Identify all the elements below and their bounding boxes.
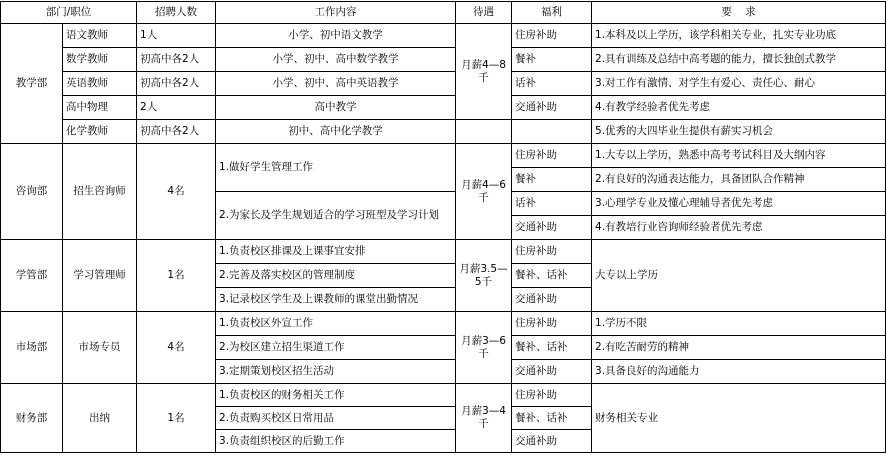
benefit-cell: 交通补助 bbox=[512, 360, 592, 384]
count-cell: 2人 bbox=[137, 96, 216, 120]
benefit-cell: 交通补助 bbox=[512, 216, 592, 240]
salary-cell: 月薪3—6千 bbox=[456, 312, 512, 384]
position-cell: 招生咨询师 bbox=[63, 144, 137, 240]
requirement-cell: 财务相关专业 bbox=[592, 384, 886, 453]
benefit-cell: 话补 bbox=[512, 192, 592, 216]
content-cell: 初中、高中化学教学 bbox=[216, 120, 456, 144]
position-cell: 英语教师 bbox=[63, 72, 137, 96]
count-cell: 1名 bbox=[137, 240, 216, 312]
content-cell: 小学、初中、高中英语教学 bbox=[216, 72, 456, 96]
benefit-cell: 住房补助 bbox=[512, 384, 592, 407]
content-cell: 3.记录校区学生及上课教师的课堂出勤情况 bbox=[216, 288, 456, 312]
position-cell: 出纳 bbox=[63, 384, 137, 453]
content-cell: 2.完善及落实校区的管理制度 bbox=[216, 264, 456, 288]
header-requirements: 要 求 bbox=[592, 2, 886, 24]
benefit-cell: 餐补、话补 bbox=[512, 336, 592, 360]
count-cell: 初高中各2人 bbox=[137, 120, 216, 144]
recruitment-table bbox=[0, 1, 886, 453]
position-cell: 高中物理 bbox=[63, 96, 137, 120]
table-row bbox=[1, 48, 886, 72]
requirement-cell: 3.心理学专业及懂心理辅导者优先考虑 bbox=[592, 192, 886, 216]
benefit-cell-empty bbox=[512, 120, 592, 144]
benefit-cell: 交通补助 bbox=[512, 96, 592, 120]
benefit-cell: 住房补助 bbox=[512, 144, 592, 168]
dept-cell: 咨询部 bbox=[1, 144, 63, 240]
header-dept-position: 部门/职位 bbox=[1, 2, 137, 24]
requirement-cell: 1.本科及以上学历，该学科相关专业，扎实专业功底 bbox=[592, 24, 886, 48]
header-job-content: 工作内容 bbox=[216, 2, 456, 24]
count-cell: 初高中各2人 bbox=[137, 72, 216, 96]
table-row bbox=[1, 72, 886, 96]
dept-cell: 学管部 bbox=[1, 240, 63, 312]
header-salary: 待遇 bbox=[456, 2, 512, 24]
table-row bbox=[1, 96, 886, 120]
table-row bbox=[1, 24, 886, 48]
dept-cell: 教学部 bbox=[1, 24, 63, 144]
benefit-cell: 住房补助 bbox=[512, 312, 592, 336]
count-cell: 1人 bbox=[137, 24, 216, 48]
benefit-cell: 住房补助 bbox=[512, 24, 592, 48]
requirement-cell: 3.对工作有激情、对学生有爱心、责任心、耐心 bbox=[592, 72, 886, 96]
dept-cell: 市场部 bbox=[1, 312, 63, 384]
table-row bbox=[1, 312, 886, 336]
count-cell: 初高中各2人 bbox=[137, 48, 216, 72]
benefit-cell: 话补 bbox=[512, 72, 592, 96]
position-cell: 化学教师 bbox=[63, 120, 137, 144]
salary-cell: 月薪4—8千 bbox=[456, 24, 512, 120]
content-cell: 2.为校区建立招生渠道工作 bbox=[216, 336, 456, 360]
salary-cell: 月薪3—4千 bbox=[456, 384, 512, 453]
table-row bbox=[1, 120, 886, 144]
benefit-cell: 住房补助 bbox=[512, 240, 592, 264]
header-row bbox=[1, 2, 886, 24]
requirement-cell: 1.大专以上学历，熟悉中高考考试科目及大纲内容 bbox=[592, 144, 886, 168]
salary-cell-empty bbox=[456, 120, 512, 144]
table-row bbox=[1, 144, 886, 168]
content-cell: 2.为家长及学生规划适合的学习班型及学习计划 bbox=[216, 192, 456, 240]
position-cell: 市场专员 bbox=[63, 312, 137, 384]
position-cell: 学习管理师 bbox=[63, 240, 137, 312]
salary-cell: 月薪3.5—5千 bbox=[456, 240, 512, 312]
benefit-cell: 交通补助 bbox=[512, 288, 592, 312]
salary-cell: 月薪4—6千 bbox=[456, 144, 512, 240]
count-cell: 1名 bbox=[137, 384, 216, 453]
content-cell: 小学、初中语文教学 bbox=[216, 24, 456, 48]
requirement-cell: 大专以上学历 bbox=[592, 240, 886, 312]
header-benefits: 福利 bbox=[512, 2, 592, 24]
requirement-cell: 3.具备良好的沟通能力 bbox=[592, 360, 886, 384]
table-row bbox=[1, 240, 886, 264]
requirement-cell: 4.有教培行业咨询师经验者优先考虑 bbox=[592, 216, 886, 240]
content-cell: 1.负责校区外宣工作 bbox=[216, 312, 456, 336]
content-cell: 1.负责校区排课及上课事宜安排 bbox=[216, 240, 456, 264]
content-cell: 1.做好学生管理工作 bbox=[216, 144, 456, 192]
dept-cell: 财务部 bbox=[1, 384, 63, 453]
table-row bbox=[1, 384, 886, 407]
benefit-cell: 餐补、话补 bbox=[512, 264, 592, 288]
content-cell: 3.负责组织校区的后勤工作 bbox=[216, 430, 456, 453]
content-cell: 高中教学 bbox=[216, 96, 456, 120]
content-cell: 2.负责购买校区日常用品 bbox=[216, 407, 456, 430]
requirement-cell: 2.有良好的沟通表达能力，具备团队合作精神 bbox=[592, 168, 886, 192]
benefit-cell: 餐补、话补 bbox=[512, 407, 592, 430]
requirement-cell: 2.具有训练及总结中高考题的能力，擅长独创式教学 bbox=[592, 48, 886, 72]
requirement-cell: 2.有吃苦耐劳的精神 bbox=[592, 336, 886, 360]
content-cell: 3.定期策划校区招生活动 bbox=[216, 360, 456, 384]
requirement-cell: 1.学历不限 bbox=[592, 312, 886, 336]
count-cell: 4名 bbox=[137, 144, 216, 240]
benefit-cell: 餐补 bbox=[512, 48, 592, 72]
count-cell: 4名 bbox=[137, 312, 216, 384]
requirement-cell: 5.优秀的大四毕业生提供有薪实习机会 bbox=[592, 120, 886, 144]
benefit-cell: 餐补 bbox=[512, 168, 592, 192]
content-cell: 1.负责校区的财务相关工作 bbox=[216, 384, 456, 407]
position-cell: 数学教师 bbox=[63, 48, 137, 72]
header-hiring-count: 招聘人数 bbox=[137, 2, 216, 24]
requirement-cell: 4.有教学经验者优先考虑 bbox=[592, 96, 886, 120]
position-cell: 语文教师 bbox=[63, 24, 137, 48]
content-cell: 小学、初中、高中数学教学 bbox=[216, 48, 456, 72]
benefit-cell: 交通补助 bbox=[512, 430, 592, 453]
